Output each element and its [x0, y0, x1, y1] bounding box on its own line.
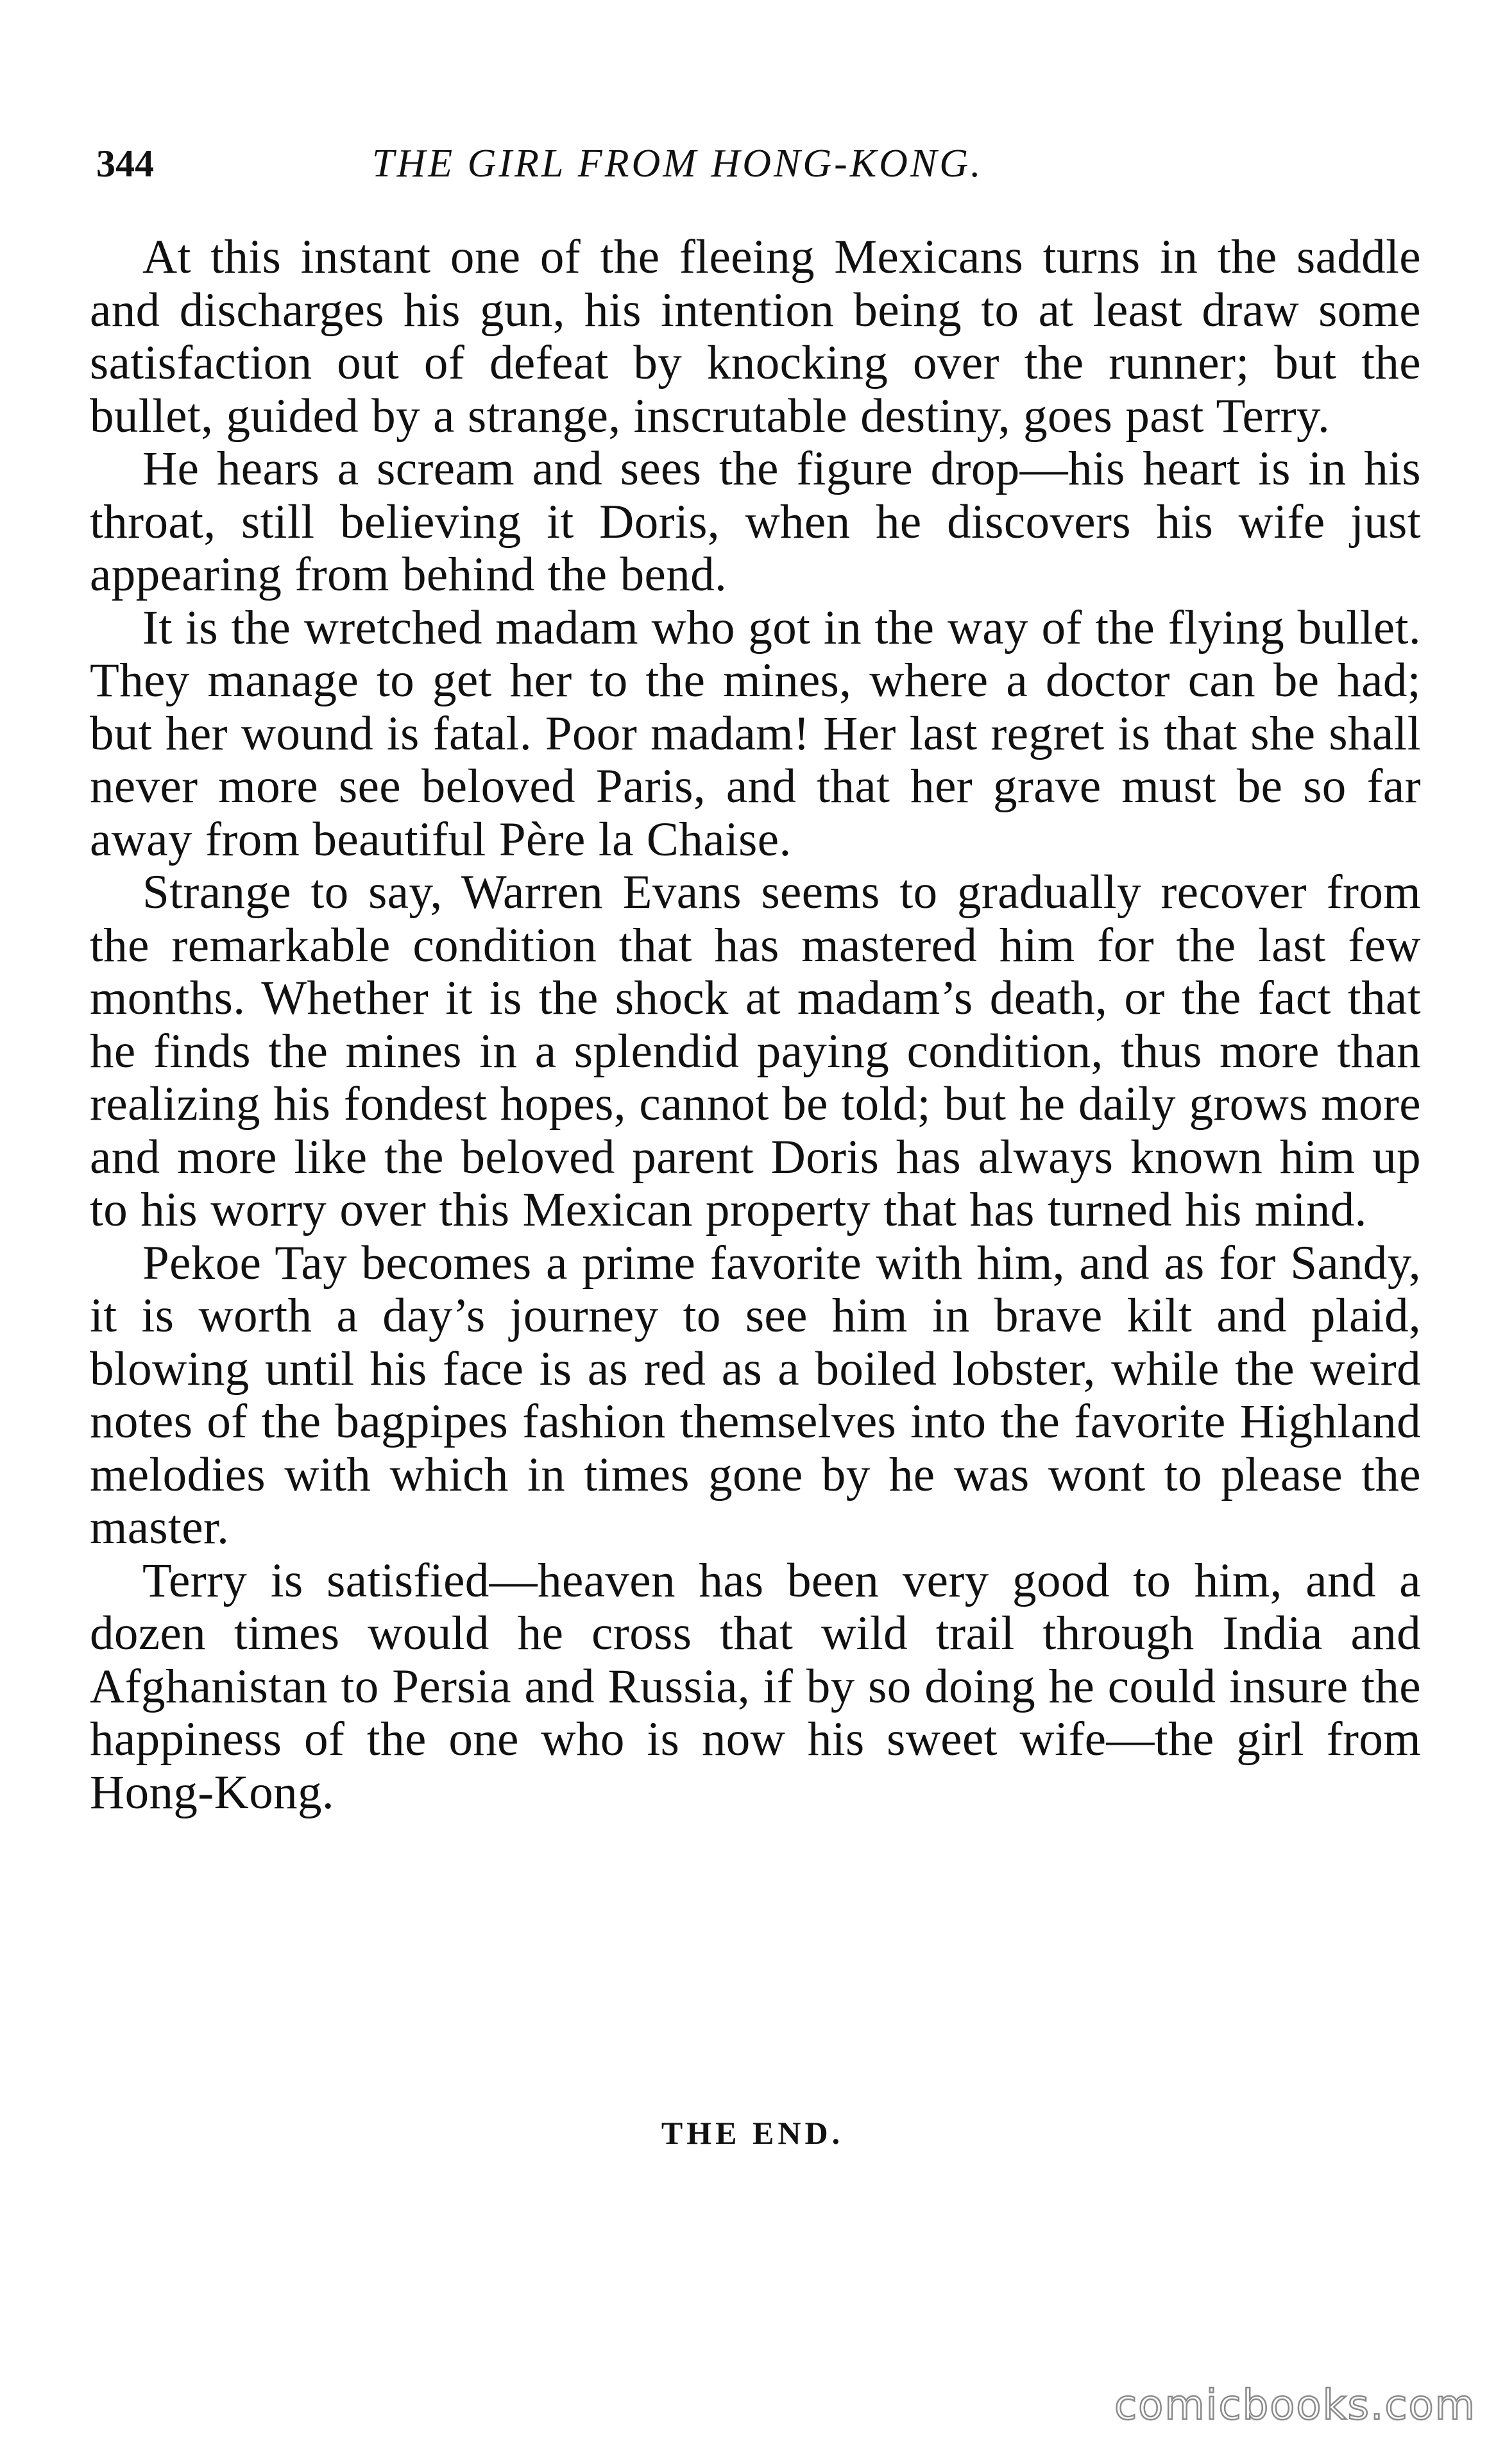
page-number: 344	[96, 142, 154, 185]
paragraph: Strange to say, Warren Evans seems to gradually recover from the remarkable condition that has mastered him for the last few months. Whether it is the shock at madam’s death, or the fact that he finds the mines in a splendid paying condition, thus more than realizing his fondest hopes, cannot be told; but he daily grows more and more like the beloved parent Doris has always known him up to his worry over this Mexican property that has turned his mind.	[90, 866, 1421, 1236]
paragraph: He hears a scream and sees the figure drop—his heart is in his throat, still believing it Doris, when he discovers his wife just appearing from behind the bend.	[90, 442, 1421, 601]
paragraph: At this instant one of the fleeing Mexicans turns in the saddle and discharges his gun, his intention being to at least draw some satisfaction out of defeat by knocking over the runner; but the bullet, guided by a strange, inscrutable destiny, goes past Terry.	[90, 230, 1421, 443]
body-text	[90, 231, 1421, 1819]
running-head	[83, 132, 1424, 196]
end-mark: THE END.	[661, 2115, 844, 2151]
paragraph: Terry is satisfied—heaven has been very good to him, and a dozen times would he cross that wild trail through India and Afghanistan to Persia and Russia, if by so doing he could insure the happiness of the one who is now his sweet wife—the girl from Hong-Kong.	[90, 1553, 1421, 1819]
paragraph: It is the wretched madam who got in the way of the flying bullet. They manage to get her to the mines, where a doctor can be had; but her wound is fatal. Poor madam! Her last regret is that she shall never more see beloved Paris, and that her grave must be so far away from beautiful Père la Chaise.	[90, 601, 1421, 866]
paragraph: Pekoe Tay becomes a prime favorite with him, and as for Sandy, it is worth a day’s journey to see him in brave kilt and plaid, blowing until his face is as red as a boiled lobster, while the weird notes of the bagpipes fashion themselves into the favorite Highland melodies with which in times gone by he was wont to please the master.	[90, 1236, 1421, 1554]
running-title: THE GIRL FROM HONG-KONG.	[372, 142, 983, 185]
watermark-logo: comicbooks.com	[1114, 2382, 1476, 2429]
